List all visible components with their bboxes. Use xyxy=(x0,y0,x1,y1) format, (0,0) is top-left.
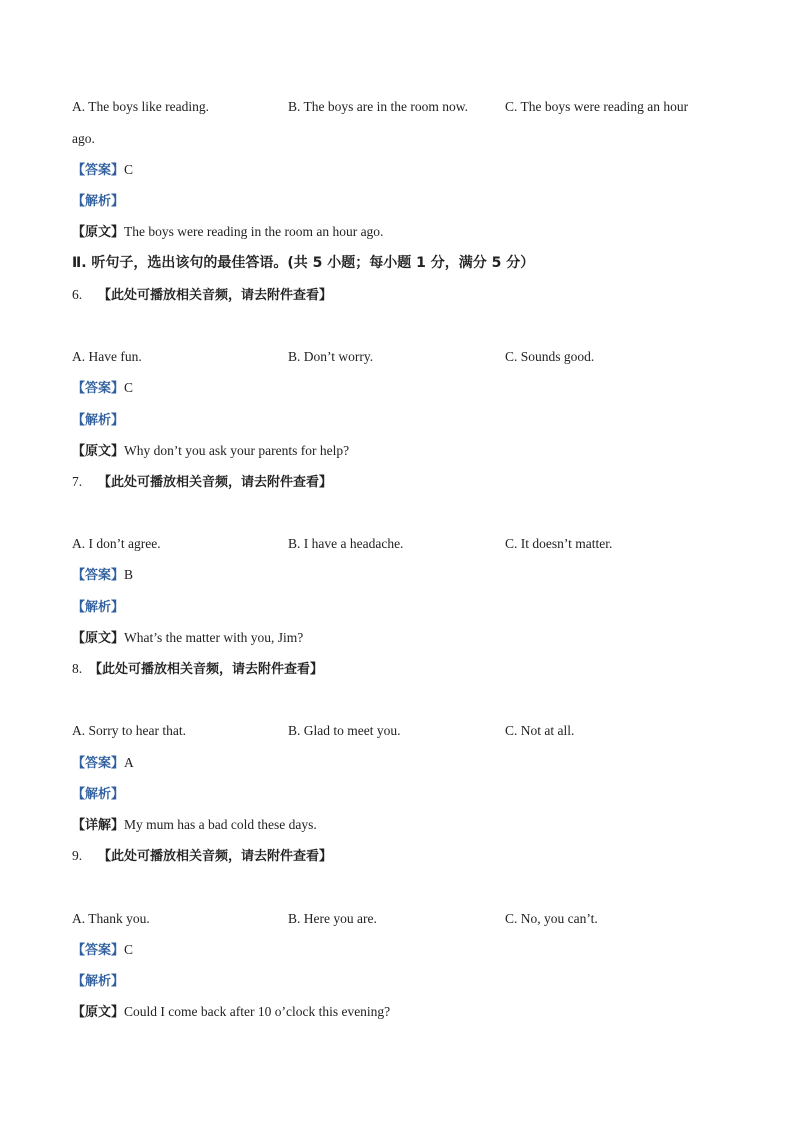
source-tag: 【原文】 xyxy=(72,225,125,240)
source-tag: 【原文】 xyxy=(72,444,125,459)
analysis-tag: 【解析】 xyxy=(72,413,125,428)
q8-option-c: C. Not at all. xyxy=(505,723,575,738)
q6-source-line xyxy=(72,442,349,461)
q9-option-a: A. Thank you. xyxy=(72,911,150,926)
audio-prompt: 【此处可播放相关音频，请去附件查看】 xyxy=(98,849,333,864)
analysis-tag: 【解析】 xyxy=(72,600,125,615)
q8-answer-line xyxy=(72,754,134,773)
analysis-tag: 【解析】 xyxy=(72,787,125,802)
section-heading: Ⅱ. 听句子，选出该句的最佳答语。(共 5 小题；每小题 1 分，满分 5 分） xyxy=(72,255,535,271)
question-7 xyxy=(72,473,332,492)
q8-analysis-line xyxy=(72,785,124,804)
q6-answer-line xyxy=(72,379,133,398)
audio-prompt: 【此处可播放相关音频，请去附件查看】 xyxy=(98,288,333,303)
audio-prompt: 【此处可播放相关音频，请去附件查看】 xyxy=(98,475,333,490)
q9-option-c: C. No, you can’t. xyxy=(505,911,598,926)
answer-tag: 【答案】 xyxy=(72,943,125,958)
q5-analysis-line xyxy=(72,192,124,211)
source-text: My mum has a bad cold these days. xyxy=(124,817,317,832)
q7-source-line xyxy=(72,629,303,648)
q5-answer-line xyxy=(72,161,133,180)
q6-analysis-line xyxy=(72,411,124,430)
q9-option-b: B. Here you are. xyxy=(288,911,377,926)
q9-analysis-line xyxy=(72,972,124,991)
source-text: Could I come back after 10 o’clock this evening? xyxy=(124,1004,391,1019)
question-number: 7. xyxy=(72,474,83,489)
answer-tag: 【答案】 xyxy=(72,163,125,178)
q5-option-b: B. The boys are in the room now. xyxy=(288,99,468,114)
q6-option-b: B. Don’t worry. xyxy=(288,349,374,364)
source-text: The boys were reading in the room an hour ago. xyxy=(124,224,384,239)
q7-analysis-line xyxy=(72,598,124,617)
q5-option-a: A. The boys like reading. xyxy=(72,99,209,114)
q6-option-c: C. Sounds good. xyxy=(505,349,595,364)
q7-option-a: A. I don’t agree. xyxy=(72,536,161,551)
analysis-tag: 【解析】 xyxy=(72,194,125,209)
answer-tag: 【答案】 xyxy=(72,756,125,771)
question-6 xyxy=(72,286,332,305)
q6-option-a: A. Have fun. xyxy=(72,349,142,364)
answer-value: C xyxy=(124,162,134,177)
q9-source-line xyxy=(72,1003,390,1022)
source-text: What’s the matter with you, Jim? xyxy=(124,630,304,645)
source-tag: 【详解】 xyxy=(72,818,125,833)
question-number: 9. xyxy=(72,848,83,863)
source-tag: 【原文】 xyxy=(72,631,125,646)
q5-source-line xyxy=(72,223,383,242)
source-text: Why don’t you ask your parents for help? xyxy=(124,443,350,458)
answer-tag: 【答案】 xyxy=(72,568,125,583)
question-8 xyxy=(72,660,323,679)
q7-answer-line xyxy=(72,566,133,585)
answer-value: B xyxy=(124,567,134,582)
q7-option-b: B. I have a headache. xyxy=(288,536,404,551)
q9-answer-line xyxy=(72,941,133,960)
q7-option-c: C. It doesn’t matter. xyxy=(505,536,613,551)
question-number: 8. xyxy=(72,661,83,676)
q8-option-b: B. Glad to meet you. xyxy=(288,723,401,738)
audio-prompt: 【此处可播放相关音频，请去附件查看】 xyxy=(89,662,324,677)
answer-tag: 【答案】 xyxy=(72,381,125,396)
q8-source-line xyxy=(72,816,317,835)
q5-option-c-continued: ago. xyxy=(72,131,95,146)
answer-value: A xyxy=(124,755,134,770)
source-tag: 【原文】 xyxy=(72,1005,125,1020)
answer-value: C xyxy=(124,942,134,957)
q5-option-c: C. The boys were reading an hour xyxy=(505,99,689,114)
analysis-tag: 【解析】 xyxy=(72,974,125,989)
question-number: 6. xyxy=(72,287,83,302)
answer-value: C xyxy=(124,380,134,395)
question-9 xyxy=(72,847,332,866)
q8-option-a: A. Sorry to hear that. xyxy=(72,723,186,738)
